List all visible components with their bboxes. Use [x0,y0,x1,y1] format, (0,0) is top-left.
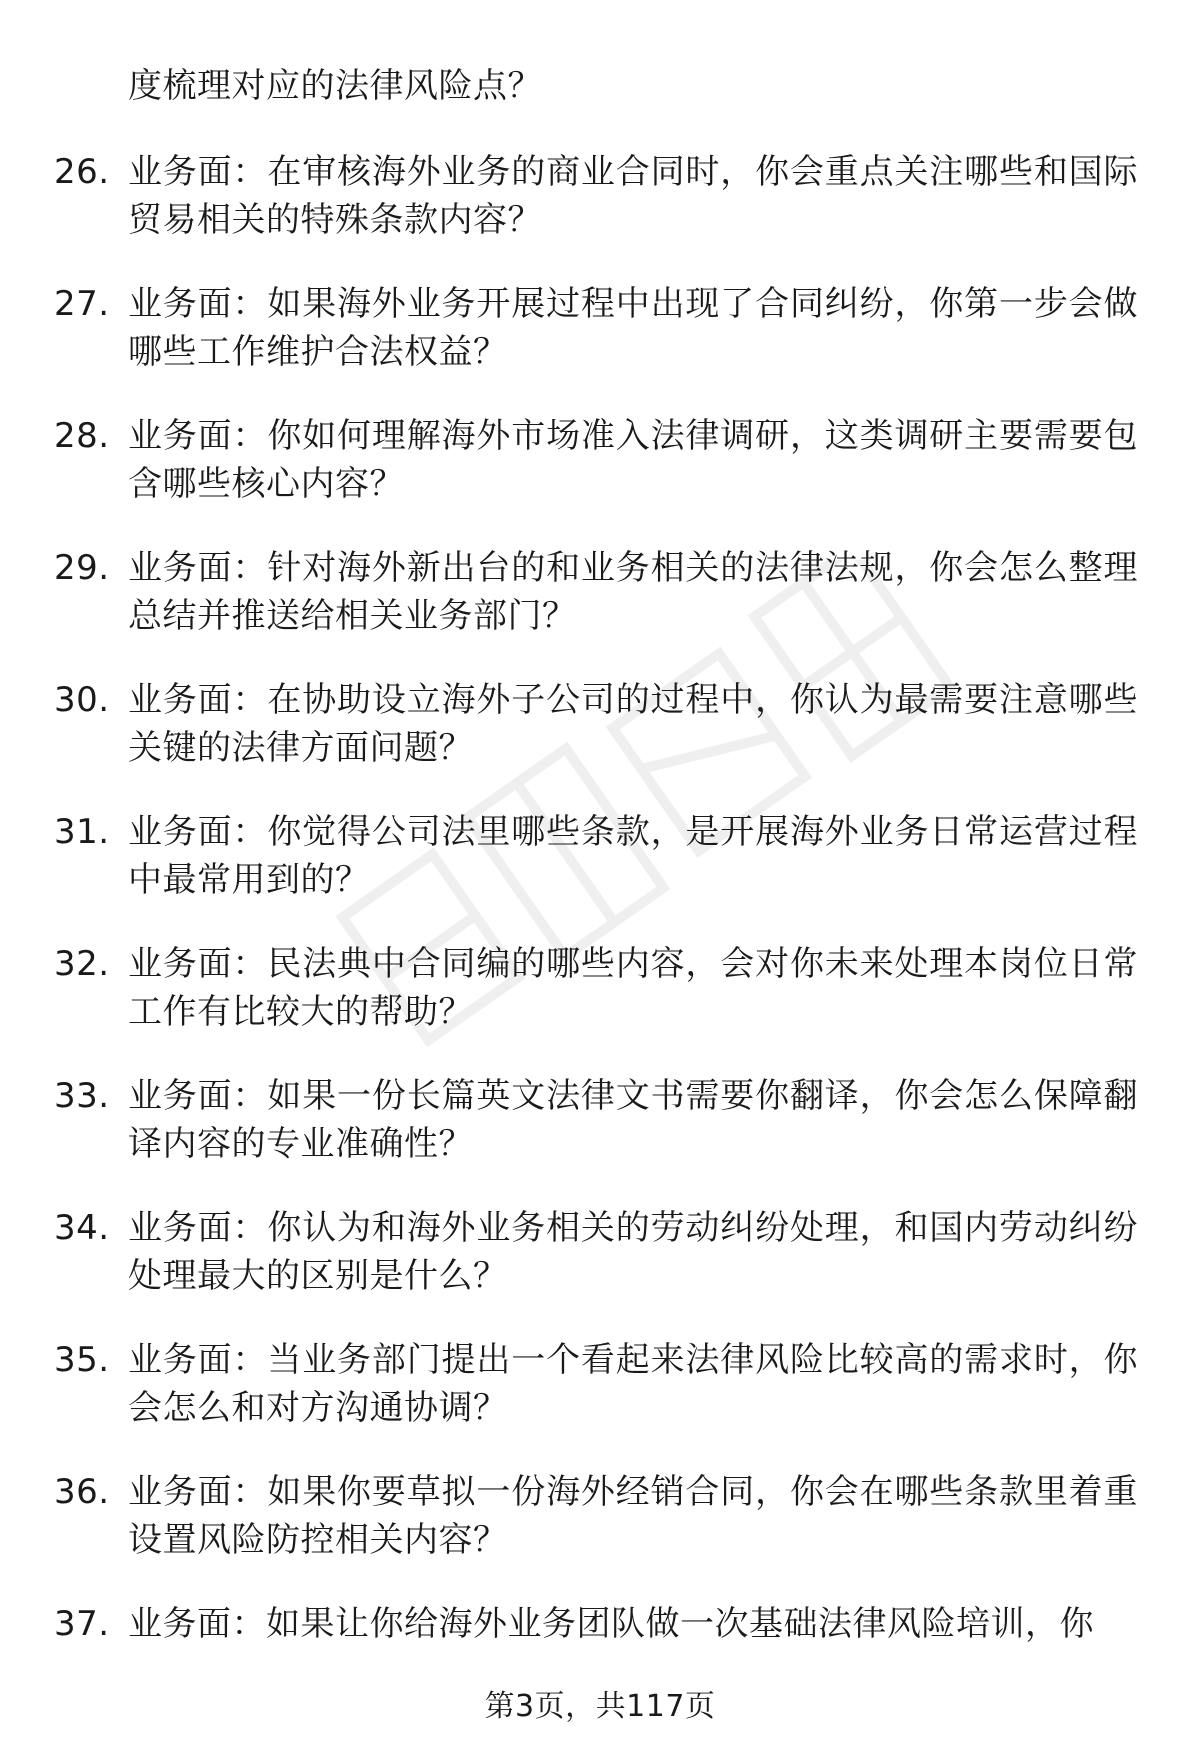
question-text: 业务面：当业务部门提出一个看起来法律风险比较高的需求时，你会怎么和对方沟通协调？ [128,1340,1138,1428]
question-text: 业务面：如果让你给海外业务团队做一次基础法律风险培训，你 [128,1604,1094,1644]
question-number: 36. [54,1472,110,1512]
question-text: 业务面：针对海外新出台的和业务相关的法律法规，你会怎么整理总结并推送给相关业务部门？ [128,548,1138,636]
question-item [0,148,1200,280]
question-number: 29. [54,548,110,588]
question-item [0,808,1200,940]
question-number: 35. [54,1340,110,1380]
question-number: 32. [54,944,110,984]
question-text: 业务面：在协助设立海外子公司的过程中，你认为最需要注意哪些关键的法律方面问题？ [128,680,1138,768]
question-item [0,676,1200,808]
page-number-footer: 第3页，共117页 [484,1689,716,1724]
question-item [0,280,1200,412]
question-number: 34. [54,1208,110,1248]
question-item [0,544,1200,676]
question-text: 业务面：你认为和海外业务相关的劳动纠纷处理，和国内劳动纠纷处理最大的区别是什么？ [128,1208,1138,1296]
question-number: 28. [54,416,110,456]
question-text: 业务面：如果海外业务开展过程中出现了合同纠纷，你第一步会做哪些工作维护合法权益？ [128,284,1138,372]
question-text: 业务面：如果你要草拟一份海外经销合同，你会在哪些条款里着重设置风险防控相关内容？ [128,1472,1138,1560]
question-text: 业务面：如果一份长篇英文法律文书需要你翻译，你会怎么保障翻译内容的专业准确性？ [128,1076,1138,1164]
question-text: 业务面：民法典中合同编的哪些内容，会对你未来处理本岗位日常工作有比较大的帮助？ [128,944,1138,1032]
question-number: 26. [54,152,110,192]
question-list [0,148,1200,1732]
question-item [0,1336,1200,1468]
question-text: 业务面：你如何理解海外市场准入法律调研，这类调研主要需要包含哪些核心内容？ [128,416,1138,504]
question-item [0,1204,1200,1336]
question-item [0,1468,1200,1600]
question-number: 30. [54,680,110,720]
question-number: 33. [54,1076,110,1116]
question-item [0,1072,1200,1204]
question-number: 37. [54,1604,110,1644]
question-text: 业务面：在审核海外业务的商业合同时，你会重点关注哪些和国际贸易相关的特殊条款内容？ [128,152,1138,240]
continuation-text: 度梳理对应的法律风险点？ [128,66,542,106]
question-number: 27. [54,284,110,324]
question-number: 31. [54,812,110,852]
question-item [0,412,1200,544]
question-item [0,940,1200,1072]
question-text: 业务面：你觉得公司法里哪些条款，是开展海外业务日常运营过程中最常用到的？ [128,812,1138,900]
